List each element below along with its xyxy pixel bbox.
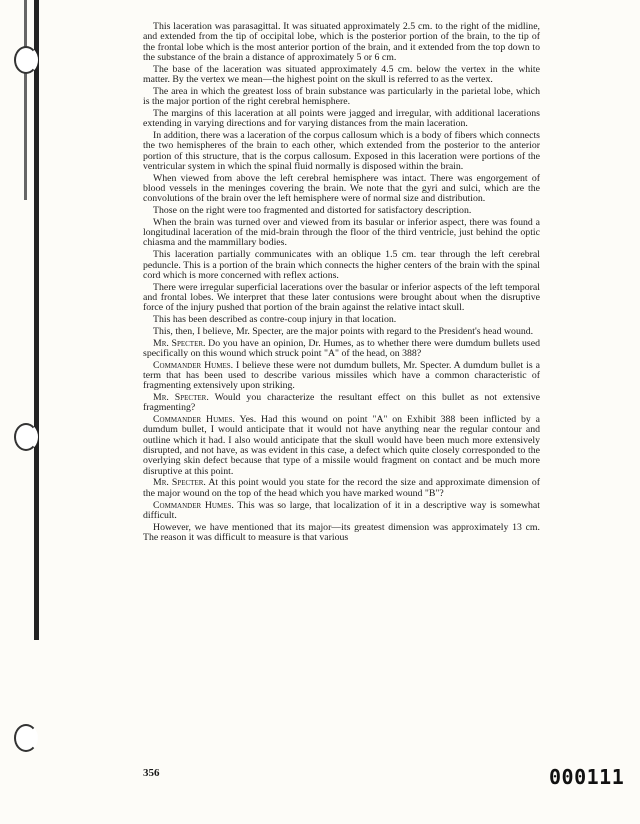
paragraph: Those on the right were too fragmented and distorted for satisfactory description.: [153, 205, 472, 217]
speaker-name: Commander Humes.: [153, 414, 235, 426]
speaker-name: Mr. Specter.: [153, 337, 206, 349]
closing-paragraph: However, we have mentioned that its major—its greatest dimension was approximately 13 cm. The reason it was difficult to measure is that various: [143, 521, 540, 543]
punch-hole-top: [14, 46, 38, 74]
binding-edge-inner: [24, 0, 27, 200]
dialogue-entry: [143, 501, 540, 522]
speech-text: I believe these were not dumdum bullets, Mr. Specter. A dumdum bullet is a term that has been used to describe various missiles which have a common characteristic of fragmenting extensively upon striking.: [143, 359, 540, 392]
document-number-stamp: 000111: [549, 765, 625, 789]
speaker-name: Mr. Specter.: [153, 477, 206, 489]
dialogue-entry: [143, 361, 540, 392]
paragraph: This, then, I believe, Mr. Specter, are the major points with regard to the President's head wound.: [153, 325, 534, 337]
punch-hole-bottom: [14, 724, 38, 752]
paragraph: The area in which the greatest loss of brain substance was particularly in the parietal lobe, which is the major portion of the right cerebral hemisphere.: [143, 85, 540, 108]
paragraph: This laceration partially communicates with an oblique 1.5 cm. tear through the left cerebral peduncle. This is a portion of the brain which connects the higher centers of the brain with the spinal cord which is more concerned with reflex actions.: [143, 249, 540, 281]
paragraph: In addition, there was a laceration of the corpus callosum which is a body of fibers which connects the two hemispheres of the brain to each other, which extended from the posterior to the anterior portion of this structure, that is the corpus callosum. Exposed in this laceration were portions of the ventricular system in which the spinal fluid normally is disposed within the brain.: [143, 129, 540, 172]
testimony-text: [143, 22, 540, 545]
speaker-name: Commander Humes.: [153, 499, 234, 511]
page-number: 356: [143, 767, 160, 779]
speech-text: Would you characterize the resultant effect on this bullet as not extensive fragmenting?: [143, 392, 540, 414]
paragraph: This has been described as contre-coup injury in that location.: [153, 314, 397, 326]
speech-text: This was so large, that localization of it in a descriptive way is somewhat difficult.: [143, 499, 540, 521]
dialogue-entry: [143, 415, 540, 477]
speaker-name: Commander Humes.: [153, 359, 234, 371]
speech-text: Yes. Had this wound on point "A" on Exhibit 388 been inflicted by a dumdum bullet, I would anticipate that it would not have anything near the regular contour and outline which it had. I also would anticipate that the skull would have been much more extensively disrupted, and not have, as was evident in this case, a defect which quite closely corresponded to the overlying skin defect because that type of a missile would fragment on contact and be much more disruptive at this point.: [143, 414, 541, 477]
dialogue-entry: [143, 339, 540, 360]
paragraph: When the brain was turned over and viewed from its basular or inferior aspect, there was found a longitudinal laceration of the mid-brain through the floor of the third ventricle, just behind the optic chiasma and the mammillary bodies.: [143, 216, 540, 249]
paragraph: When viewed from above the left cerebral hemisphere was intact. There was engorgement of blood vessels in the meninges covering the brain. We note that the gyri and sulci, which are the convolutions of the brain over the left hemisphere were of normal size and distribution.: [143, 172, 540, 205]
binding-edge: [34, 0, 39, 640]
speech-text: Do you have an opinion, Dr. Humes, as to whether there were dumdum bullets used specifically on this wound which struck point "A" of the head, on 388?: [143, 337, 540, 359]
punch-hole-middle: [14, 423, 38, 451]
paragraph: This laceration was parasagittal. It was situated approximately 2.5 cm. to the right of the midline, and extended from the tip of occipital lobe, which is the posterior portion of the brain, to the tip of the frontal lobe which is the most anterior portion of the brain, and it extended from the top down to the substance of the brain a distance of approximately 5 or 6 cm.: [143, 21, 540, 63]
dialogue-entry: [143, 478, 540, 499]
paragraph: There were irregular superficial lacerations over the basular or inferior aspects of the left temporal and frontal lobes. We interpret that these later contusions were brought about when the disruptive force of the injury pushed that portion of the brain against the relative intact skull.: [143, 281, 540, 314]
paragraph: The base of the laceration was situated approximately 4.5 cm. below the vertex in the white matter. By the vertex we mean—the highest point on the skull is referred to as the vertex.: [143, 63, 540, 85]
speaker-name: Mr. Specter.: [153, 392, 209, 404]
paragraph: The margins of this laceration at all points were jagged and irregular, with additional lacerations extending in varying directions and for varying distances from the main laceration.: [143, 107, 540, 130]
speech-text: At this point would you state for the record the size and approximate dimension of the major wound on the top of the head which you have marked wound "B"?: [143, 477, 540, 499]
dialogue-entry: [143, 393, 540, 414]
